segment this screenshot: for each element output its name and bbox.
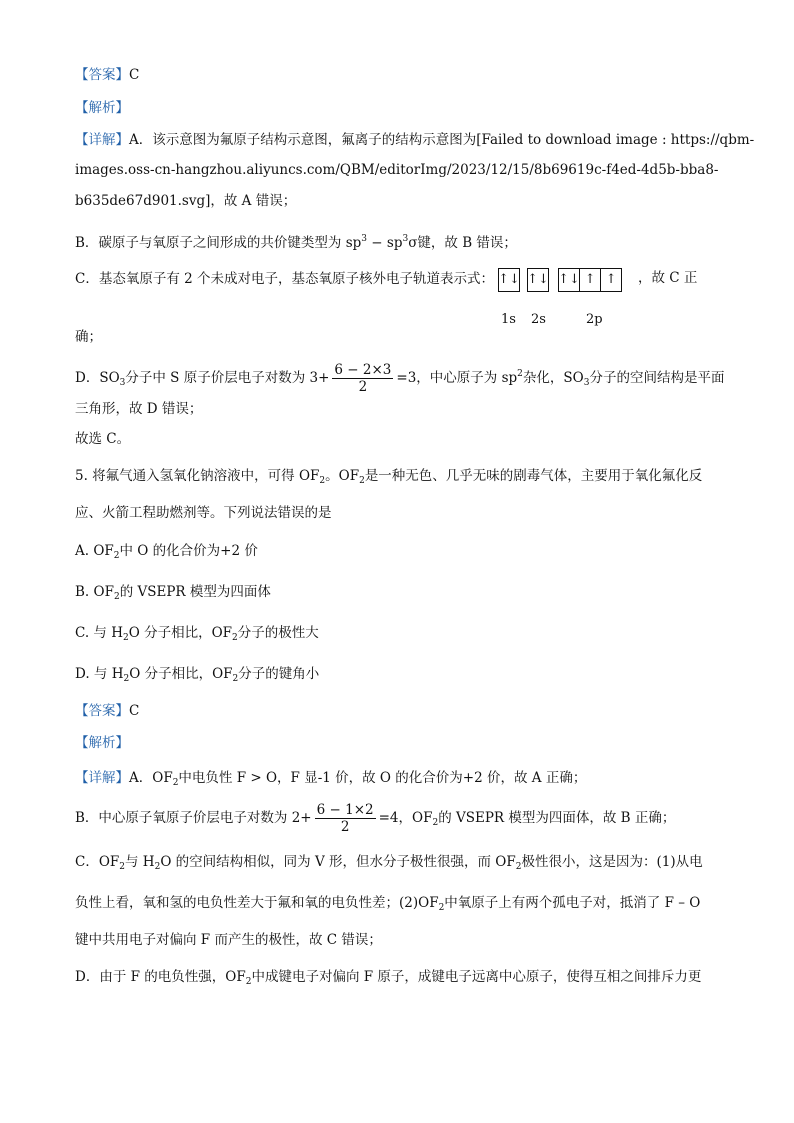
orbital-2p-box: ↑↓ ↑ ↑ <box>558 268 622 292</box>
explain-d-line: D．由于 F 的电负性强，$OF_2$中成键电子对偏向 F 原子，成键电子远离中心原子，使得互相之间排斥力更 <box>75 969 702 987</box>
explain-a-line: 【详解】A．$OF_2$中电负性 F > O，F 显-1 价，故 O 的化合价为+2 价，故 A 正确； <box>75 770 587 788</box>
detail-text: A．该示意图为氟原子结构示意图，氟离子的结构示意图为[Failed to download image : https://qbm- <box>129 132 755 148</box>
option-b: B. $OF_2$的 VSEPR 模型为四面体 <box>75 584 271 602</box>
explain-c-line-1: C．$OF_2$与 $H_2O$ 的空间结构相似，同为 V 形，但水分子极性很强，而 $OF_2$极性很小，这是因为：(1)从电 <box>75 854 703 872</box>
answer-line-2: 【答案】C <box>75 703 140 719</box>
analysis-tag-2: 【解析】 <box>75 735 129 751</box>
orbital-2s-box: ↑↓ <box>527 268 549 292</box>
detail-a-line-3: b635de67d901.svg]，故 A 错误； <box>75 193 297 209</box>
detail-tag: 【详解】 <box>75 132 129 148</box>
detail-a-line-2: images.oss-cn-hangzhou.aliyuncs.com/QBM/editorImg/2023/12/15/8b69619c-f4ed-4d5b-bba8- <box>75 162 719 178</box>
explain-b-line: B．中心原子氧原子价层电子对数为 2+ $\frac{6 - 1\times 2}{2}$ =4，$OF_2$的 VSEPR 模型为四面体，故 B 正确； <box>75 802 676 835</box>
detail-d-line: D．$SO_3$分子中 S 原子价层电子对数为 3+ $\frac{6 - 2\times 3}{2}$ =3，中心原子为 $sp^2$杂化，$SO_3$分子的空间结构是平面 <box>75 362 725 395</box>
detail-a-line-1 <box>75 130 754 150</box>
orbital-diagram <box>498 268 638 327</box>
detail-d-line-2: 三角形，故 D 错误； <box>75 401 203 417</box>
answer-tag: 【答案】 <box>75 67 129 83</box>
option-d: D. 与 $H_2O$ 分子相比，$OF_2$分子的键角小 <box>75 666 320 684</box>
orbital-1s-box: ↑↓ <box>498 268 520 292</box>
orbital-label-2p: 2p <box>586 311 603 327</box>
question-5-line-1: 5. 将氟气通入氢氧化钠溶液中，可得 $OF_2$。$OF_2$是一种无色、几乎无味的剧毒气体，主要用于氧化氟化反 <box>75 468 703 486</box>
answer-line-1 <box>75 65 139 85</box>
detail-c-line: C．基态氧原子有 2 个未成对电子，基态氧原子核外电子轨道表示式： ↑↓ ↑↓ ↑↓ ↑ ↑ 1s 2s 2p ，故 C 正 <box>75 266 697 314</box>
fraction: $\frac{6 - 2\times 3}{2}$ <box>334 362 392 395</box>
analysis-tag-1: 【解析】 <box>75 100 129 116</box>
orbital-label-2s: 2s <box>531 311 546 327</box>
explain-c-line-2: 负性上看，氧和氢的电负性差大于氟和氧的电负性差；$(2)OF_2$中氧原子上有两个孤电子对，抵消了 F – O <box>75 895 701 913</box>
detail-c-line-2: 确； <box>75 329 102 345</box>
option-a: A. $OF_2$中 O 的化合价为+2 价 <box>75 543 258 561</box>
orbital-label-1s: 1s <box>501 311 516 327</box>
select-line: 故选 C。 <box>75 431 131 447</box>
fraction-2: $\frac{6 - 1\times 2}{2}$ <box>316 802 374 835</box>
option-c: C. 与 $H_2O$ 分子相比，$OF_2$分子的极性大 <box>75 625 319 643</box>
question-5-line-2: 应、火箭工程助燃剂等。下列说法错误的是 <box>75 505 332 521</box>
answer-value: C <box>129 67 140 83</box>
detail-b-line: B．碳原子与氧原子之间形成的共价键类型为 $sp^3 - sp^3\sigma$键，故 B 错误； <box>75 234 517 251</box>
explain-c-line-3: 键中共用电子对偏向 F 而产生的极性，故 C 错误； <box>75 932 382 948</box>
